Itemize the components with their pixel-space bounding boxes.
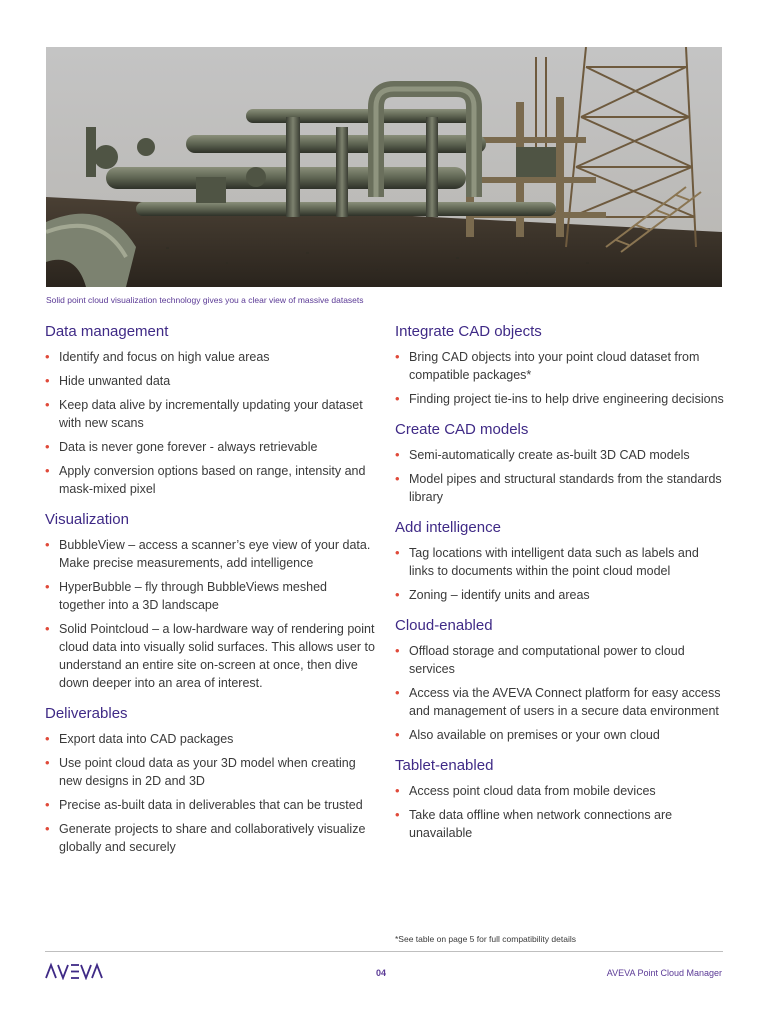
bullet-list xyxy=(45,348,375,498)
left-column xyxy=(45,322,375,868)
bullet-list xyxy=(395,348,725,408)
bullet-list xyxy=(395,446,725,506)
section-add-intelligence xyxy=(395,518,725,604)
bullet-list xyxy=(45,730,375,856)
section-create-cad-models xyxy=(395,420,725,506)
section-cloud-enabled xyxy=(395,616,725,744)
list-item: • Offload storage and computational power to cloud services xyxy=(395,642,725,678)
hero-image xyxy=(46,47,722,287)
aveva-logo xyxy=(45,962,103,980)
section-heading: Visualization xyxy=(45,511,129,528)
list-item: • Use point cloud data as your 3D model when creating new designs in 2D and 3D xyxy=(45,754,375,790)
page-number: 04 xyxy=(376,968,387,978)
list-item: • Semi-automatically create as-built 3D CAD models xyxy=(395,446,725,464)
bullet-list xyxy=(395,782,725,842)
section-heading: Add intelligence xyxy=(395,519,501,536)
section-data-management xyxy=(45,322,375,498)
list-item: • Solid Pointcloud – a low-hardware way of rendering point cloud data into visually solid surfaces. This allows user to understand an entire site on-screen at once, then dive down deeper into an area of interest. xyxy=(45,620,375,692)
bullet-list xyxy=(395,544,725,604)
section-heading: Data management xyxy=(45,323,169,340)
hero-caption: Solid point cloud visualization technology gives you a clear view of massive datasets xyxy=(46,295,364,305)
section-heading: Create CAD models xyxy=(395,421,529,438)
list-item: • Identify and focus on high value areas xyxy=(45,348,375,366)
product-name: AVEVA Point Cloud Manager xyxy=(606,968,722,978)
compatibility-footnote: *See table on page 5 for full compatibility details xyxy=(395,934,576,944)
section-heading: Tablet-enabled xyxy=(395,757,494,774)
list-item: • Access via the AVEVA Connect platform for easy access and management of users in a secure data environment xyxy=(395,684,725,720)
list-item: • Bring CAD objects into your point cloud dataset from compatible packages* xyxy=(395,348,725,384)
list-item: • Access point cloud data from mobile devices xyxy=(395,782,725,800)
list-item: • Hide unwanted data xyxy=(45,372,375,390)
list-item: • Apply conversion options based on range, intensity and mask-mixed pixel xyxy=(45,462,375,498)
right-column xyxy=(395,322,725,854)
list-item: • Keep data alive by incrementally updating your dataset with new scans xyxy=(45,396,375,432)
list-item: • Precise as-built data in deliverables that can be trusted xyxy=(45,796,375,814)
section-integrate-cad-objects xyxy=(395,322,725,408)
list-item: • Export data into CAD packages xyxy=(45,730,375,748)
list-item: • Zoning – identify units and areas xyxy=(395,586,725,604)
bullet-list xyxy=(45,536,375,692)
list-item: • HyperBubble – fly through BubbleViews meshed together into a 3D landscape xyxy=(45,578,375,614)
section-deliverables xyxy=(45,704,375,856)
list-item: • Model pipes and structural standards from the standards library xyxy=(395,470,725,506)
list-item: • Data is never gone forever - always retrievable xyxy=(45,438,375,456)
footer-divider xyxy=(45,951,723,952)
list-item: • Take data offline when network connections are unavailable xyxy=(395,806,725,842)
section-heading: Deliverables xyxy=(45,705,128,722)
list-item: • BubbleView – access a scanner’s eye view of your data. Make precise measurements, add intelligence xyxy=(45,536,375,572)
section-heading: Integrate CAD objects xyxy=(395,323,542,340)
point-cloud-illustration xyxy=(46,47,722,287)
list-item: • Also available on premises or your own cloud xyxy=(395,726,725,744)
list-item: • Finding project tie-ins to help drive engineering decisions xyxy=(395,390,725,408)
section-visualization xyxy=(45,510,375,692)
section-heading: Cloud-enabled xyxy=(395,617,493,634)
list-item: • Generate projects to share and collaboratively visualize globally and securely xyxy=(45,820,375,856)
list-item: • Tag locations with intelligent data such as labels and links to documents within the point cloud model xyxy=(395,544,725,580)
bullet-list xyxy=(395,642,725,744)
section-tablet-enabled xyxy=(395,756,725,842)
